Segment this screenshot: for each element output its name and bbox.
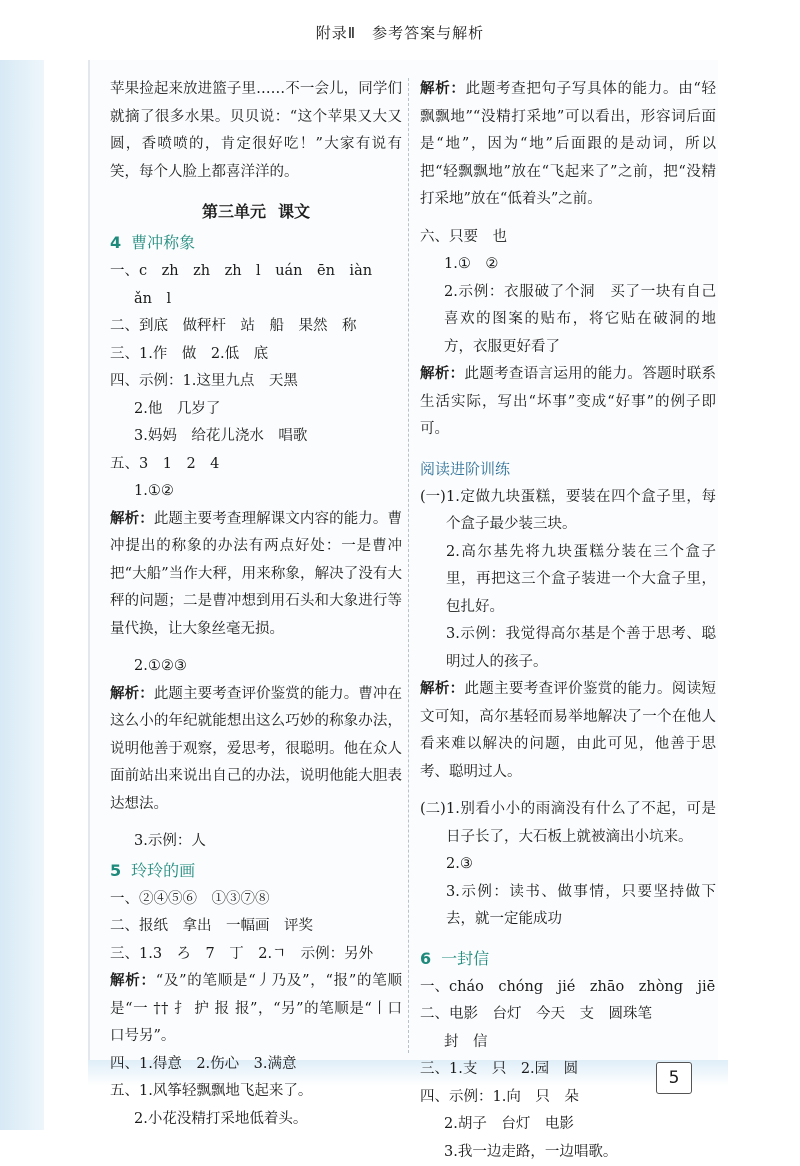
analysis-label: 解析： [110,511,154,527]
answer-4: 四、示例：1.这里九点 天黑 [110,368,402,396]
answer-6-1: 1.① ② [420,251,716,279]
passage-label: (二) [420,796,446,851]
analysis-3 [110,968,402,1051]
reading-2-q1: 1.别看小小的雨滴没有什么了不起，可是日子长了，大石板上就被滴出小坑来。 [446,796,716,851]
analysis-text: “及”的笔顺是“丿乃及”，“报”的笔顺是“一 †† 扌 护 报 报”，“另”的笔顺是“丨口口号另”。 [110,973,402,1044]
reading-section-title: 阅读进阶训练 [420,454,716,484]
analysis-text: 此题考查把句子写具体的能力。由“轻飘飘地”“没精打采地”可以看出，形容词后面是“地”，因为“地”后面跟的是动词，所以把“轻飘飘地”放在“飞起来了”之前，把“没精打采地”放在“低着头”之前。 [420,81,716,207]
answer-4-2: 2.他 几岁了 [110,396,402,424]
reading-2-q3: 3.示例：读书、做事情，只要坚持做下去，就一定能成功 [420,879,716,934]
answer-5: 五、3 1 2 4 [110,451,402,479]
right-column [420,76,716,1166]
unit-number: 第三单元 [202,202,266,221]
intro-paragraph: 苹果捡起来放进篮子里……不一会儿，同学们就摘了很多水果。贝贝说：“这个苹果又大又圆，香喷喷的，肯定很好吃！”大家有说有笑，每个人脸上都喜洋洋的。 [110,76,402,186]
reading-2 [420,796,716,851]
analysis-2 [110,681,402,819]
answer-3: 三、1.作 做 2.低 底 [110,341,402,369]
unit-heading [110,196,402,228]
answer-4-3: 3.妈妈 给花儿浇水 唱歌 [110,423,402,451]
analysis-text: 此题主要考查理解课文内容的能力。曹冲提出的称象的办法有两点好处：一是曹冲把“大船”当作大秤，用来称象，解决了没有大秤的问题；二是曹冲想到用石头和大象进行等量代换，让大象丝毫无损。 [110,511,402,637]
answer-1: 一、cháo chóng jié zhāo zhòng jiē [420,974,716,1002]
answer-5: 五、1.风筝轻飘飘地飞起来了。 [110,1078,402,1106]
passage-label: (一) [420,484,446,539]
analysis-6 [420,676,716,786]
left-margin-band [0,60,44,1130]
page-header: 附录Ⅱ 参考答案与解析 [0,22,800,43]
analysis-label: 解析： [110,973,156,989]
page-number: 5 [656,1062,692,1094]
reading-1 [420,484,716,539]
lesson-4-heading [110,228,402,258]
lesson-title: 曹冲称象 [131,233,195,252]
lesson-title: 玲玲的画 [131,861,195,880]
answer-4-3: 3.我一边走路，一边唱歌。 [420,1139,716,1166]
answer-5-3: 3.示例：人 [110,828,402,856]
answer-3: 三、1.3 ろ 7 丁 2.ㄱ 示例：另外 [110,941,402,969]
unit-type: 课文 [278,202,310,221]
analysis-4 [420,76,716,214]
analysis-1 [110,506,402,644]
analysis-text: 此题考查语言运用的能力。答题时联系生活实际，写出“坏事”变成“好事”的例子即可。 [420,366,716,437]
answer-4: 四、示例：1.向 只 朵 [420,1084,716,1112]
answer-5-1: 1.①② [110,478,402,506]
reading-1-q3: 3.示例：我觉得高尔基是个善于思考、聪明过人的孩子。 [420,621,716,676]
column-divider [408,78,409,1053]
answer-2: 二、到底 做秤杆 站 船 果然 称 [110,313,402,341]
lesson-5-heading [110,856,402,886]
answer-1-cont: ǎn l [110,286,402,314]
left-column [110,76,402,1133]
answer-4-2: 2.胡子 台灯 电影 [420,1111,716,1139]
answer-3: 三、1.支 只 2.园 圆 [420,1056,716,1084]
reading-1-q1: 1.定做九块蛋糕，要装在四个盒子里，每个盒子最少装三块。 [446,484,716,539]
analysis-label: 解析： [420,681,464,697]
lesson-number: 5 [110,861,121,880]
analysis-text: 此题主要考查评价鉴赏的能力。曹冲在这么小的年纪就能想出这么巧妙的称象办法，说明他善于观察，爱思考，很聪明。他在众人面前站出来说出自己的办法，说明他能大胆表达想法。 [110,686,402,812]
answer-1: 一、②④⑤⑥ ①③⑦⑧ [110,886,402,914]
answer-4: 四、1.得意 2.伤心 3.满意 [110,1051,402,1079]
answer-2: 二、电影 台灯 今天 支 圆珠笔 [420,1001,716,1029]
lesson-number: 6 [420,949,431,968]
lesson-6-heading [420,944,716,974]
answer-1: 一、c zh zh zh l uán ēn iàn [110,258,402,286]
answer-2: 二、报纸 拿出 一幅画 评奖 [110,913,402,941]
answer-6: 六、只要 也 [420,224,716,252]
answer-6-2: 2.示例：衣服破了个洞 买了一块有自己喜欢的图案的贴布，将它贴在破洞的地方，衣服更好看了 [420,279,716,362]
analysis-label: 解析： [420,366,464,382]
answer-5-2: 2.①②③ [110,653,402,681]
analysis-text: 此题主要考查评价鉴赏的能力。阅读短文可知，高尔基轻而易举地解决了一个在他人看来难以解决的问题，由此可见，他善于思考、聪明过人。 [420,681,716,780]
reading-1-q2: 2.高尔基先将九块蛋糕分装在三个盒子里，再把这三个盒子装进一个大盒子里，包扎好。 [420,539,716,622]
answer-5-2: 2.小花没精打采地低着头。 [110,1106,402,1134]
answer-2-cont: 封 信 [420,1029,716,1057]
lesson-title: 一封信 [441,949,489,968]
lesson-number: 4 [110,233,121,252]
analysis-5 [420,361,716,444]
reading-2-q2: 2.③ [420,851,716,879]
analysis-label: 解析： [110,686,154,702]
analysis-label: 解析： [420,81,466,97]
